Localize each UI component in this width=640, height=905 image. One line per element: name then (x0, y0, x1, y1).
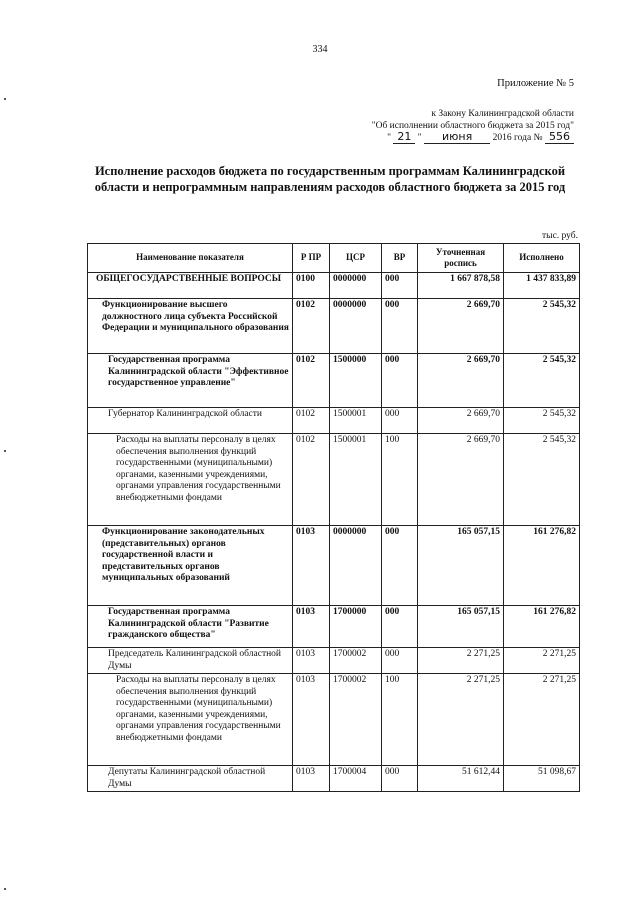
table-row (88, 766, 580, 792)
row-csr: 1500000 (330, 354, 382, 408)
units-label: тыс. руб. (542, 231, 578, 241)
law-line-1: к Закону Калининградской области (431, 109, 574, 119)
row-plan: 2 669,70 (418, 299, 504, 354)
date-month: июня (424, 130, 490, 144)
row-vr: 000 (382, 299, 418, 354)
row-plan: 2 669,70 (418, 408, 504, 434)
table-row (88, 408, 580, 434)
row-vr: 000 (382, 526, 418, 606)
col-header-plan: Уточненная роспись (418, 244, 504, 273)
col-header-csr: ЦСР (330, 244, 382, 273)
row-vr: 100 (382, 674, 418, 766)
row-name: Губернатор Калининградской области (88, 408, 293, 434)
margin-mark-mid (4, 450, 6, 452)
row-vr: 000 (382, 648, 418, 674)
row-csr: 1700002 (330, 648, 382, 674)
appendix-label: Приложение № 5 (497, 78, 574, 89)
row-rpr: 0103 (293, 648, 330, 674)
date-quote-open: " (387, 133, 391, 143)
row-rpr: 0103 (293, 766, 330, 792)
row-rpr: 0102 (293, 354, 330, 408)
law-date-line (254, 130, 574, 144)
table-row (88, 354, 580, 408)
law-number: 556 (545, 130, 574, 144)
row-rpr: 0102 (293, 408, 330, 434)
table-row (88, 273, 580, 299)
document-title: Исполнение расходов бюджета по государственным программам Калининградской области и непрограммным направлениям расходов областного бюджета за 2015 год (94, 164, 566, 194)
row-plan: 165 057,15 (418, 526, 504, 606)
row-done: 2 545,32 (504, 434, 580, 526)
row-name: Председатель Калининградской областной Думы (88, 648, 293, 674)
row-done: 161 276,82 (504, 526, 580, 606)
row-rpr: 0103 (293, 606, 330, 648)
row-vr: 100 (382, 434, 418, 526)
row-done: 2 271,25 (504, 648, 580, 674)
row-done: 2 271,25 (504, 674, 580, 766)
row-csr: 0000000 (330, 526, 382, 606)
margin-mark-top (4, 98, 6, 100)
date-day: 21 (393, 130, 415, 144)
row-rpr: 0102 (293, 299, 330, 354)
row-csr: 1700004 (330, 766, 382, 792)
row-vr: 000 (382, 273, 418, 299)
col-header-rpr: Р ПР (293, 244, 330, 273)
row-vr: 000 (382, 408, 418, 434)
row-plan: 51 612,44 (418, 766, 504, 792)
row-plan: 2 669,70 (418, 434, 504, 526)
row-vr: 000 (382, 766, 418, 792)
margin-mark-bottom (4, 888, 6, 890)
col-header-done: Исполнено (504, 244, 580, 273)
page-number: 334 (312, 44, 328, 55)
row-done: 2 545,32 (504, 354, 580, 408)
table-row (88, 606, 580, 648)
row-csr: 1500001 (330, 408, 382, 434)
row-done: 2 545,32 (504, 408, 580, 434)
table-row (88, 434, 580, 526)
table-row (88, 648, 580, 674)
row-plan: 2 271,25 (418, 648, 504, 674)
row-name: Государственная программа Калининградской области "Эффективное государственное управление" (88, 354, 293, 408)
row-name: Расходы на выплаты персоналу в целях обеспечения выполнения функций государственными (муниципальными) органами, казенными учреждениями, органами управления государственными внебюджетными фондами (88, 674, 293, 766)
row-rpr: 0102 (293, 434, 330, 526)
table-header-row (88, 244, 580, 273)
table-row (88, 674, 580, 766)
row-plan: 1 667 878,58 (418, 273, 504, 299)
law-reference (254, 108, 574, 132)
row-plan: 165 057,15 (418, 606, 504, 648)
row-name: Государственная программа Калининградской области "Развитие гражданского общества" (88, 606, 293, 648)
row-vr: 000 (382, 354, 418, 408)
table-row (88, 526, 580, 606)
row-name: ОБЩЕГОСУДАРСТВЕННЫЕ ВОПРОСЫ (88, 273, 293, 299)
row-done: 51 098,67 (504, 766, 580, 792)
row-done: 161 276,82 (504, 606, 580, 648)
row-plan: 2 669,70 (418, 354, 504, 408)
row-done: 1 437 833,89 (504, 273, 580, 299)
row-rpr: 0103 (293, 674, 330, 766)
row-done: 2 545,32 (504, 299, 580, 354)
row-name: Функционирование законодательных (представительных) органов государственной власти и представительных органов муниципальных образований (88, 526, 293, 606)
date-year: 2016 года № (492, 133, 543, 143)
table-row (88, 299, 580, 354)
row-csr: 0000000 (330, 273, 382, 299)
row-name: Депутаты Калининградской областной Думы (88, 766, 293, 792)
row-vr: 000 (382, 606, 418, 648)
row-rpr: 0103 (293, 526, 330, 606)
expenditure-table (87, 243, 580, 792)
col-header-name: Наименование показателя (88, 244, 293, 273)
row-csr: 0000000 (330, 299, 382, 354)
col-header-vr: ВР (382, 244, 418, 273)
law-line-2: "Об исполнении областного бюджета за 2015 год" (371, 121, 574, 131)
row-plan: 2 271,25 (418, 674, 504, 766)
row-csr: 1500001 (330, 434, 382, 526)
row-rpr: 0100 (293, 273, 330, 299)
row-name: Расходы на выплаты персоналу в целях обеспечения выполнения функций государственными (муниципальными) органами, казенными учреждениями, органами управления государственными внебюджетными фондами (88, 434, 293, 526)
row-csr: 1700002 (330, 674, 382, 766)
row-csr: 1700000 (330, 606, 382, 648)
row-name: Функционирование высшего должностного лица субъекта Российской Федерации и муниципального образования (88, 299, 293, 354)
date-quote-close: " (417, 133, 422, 143)
